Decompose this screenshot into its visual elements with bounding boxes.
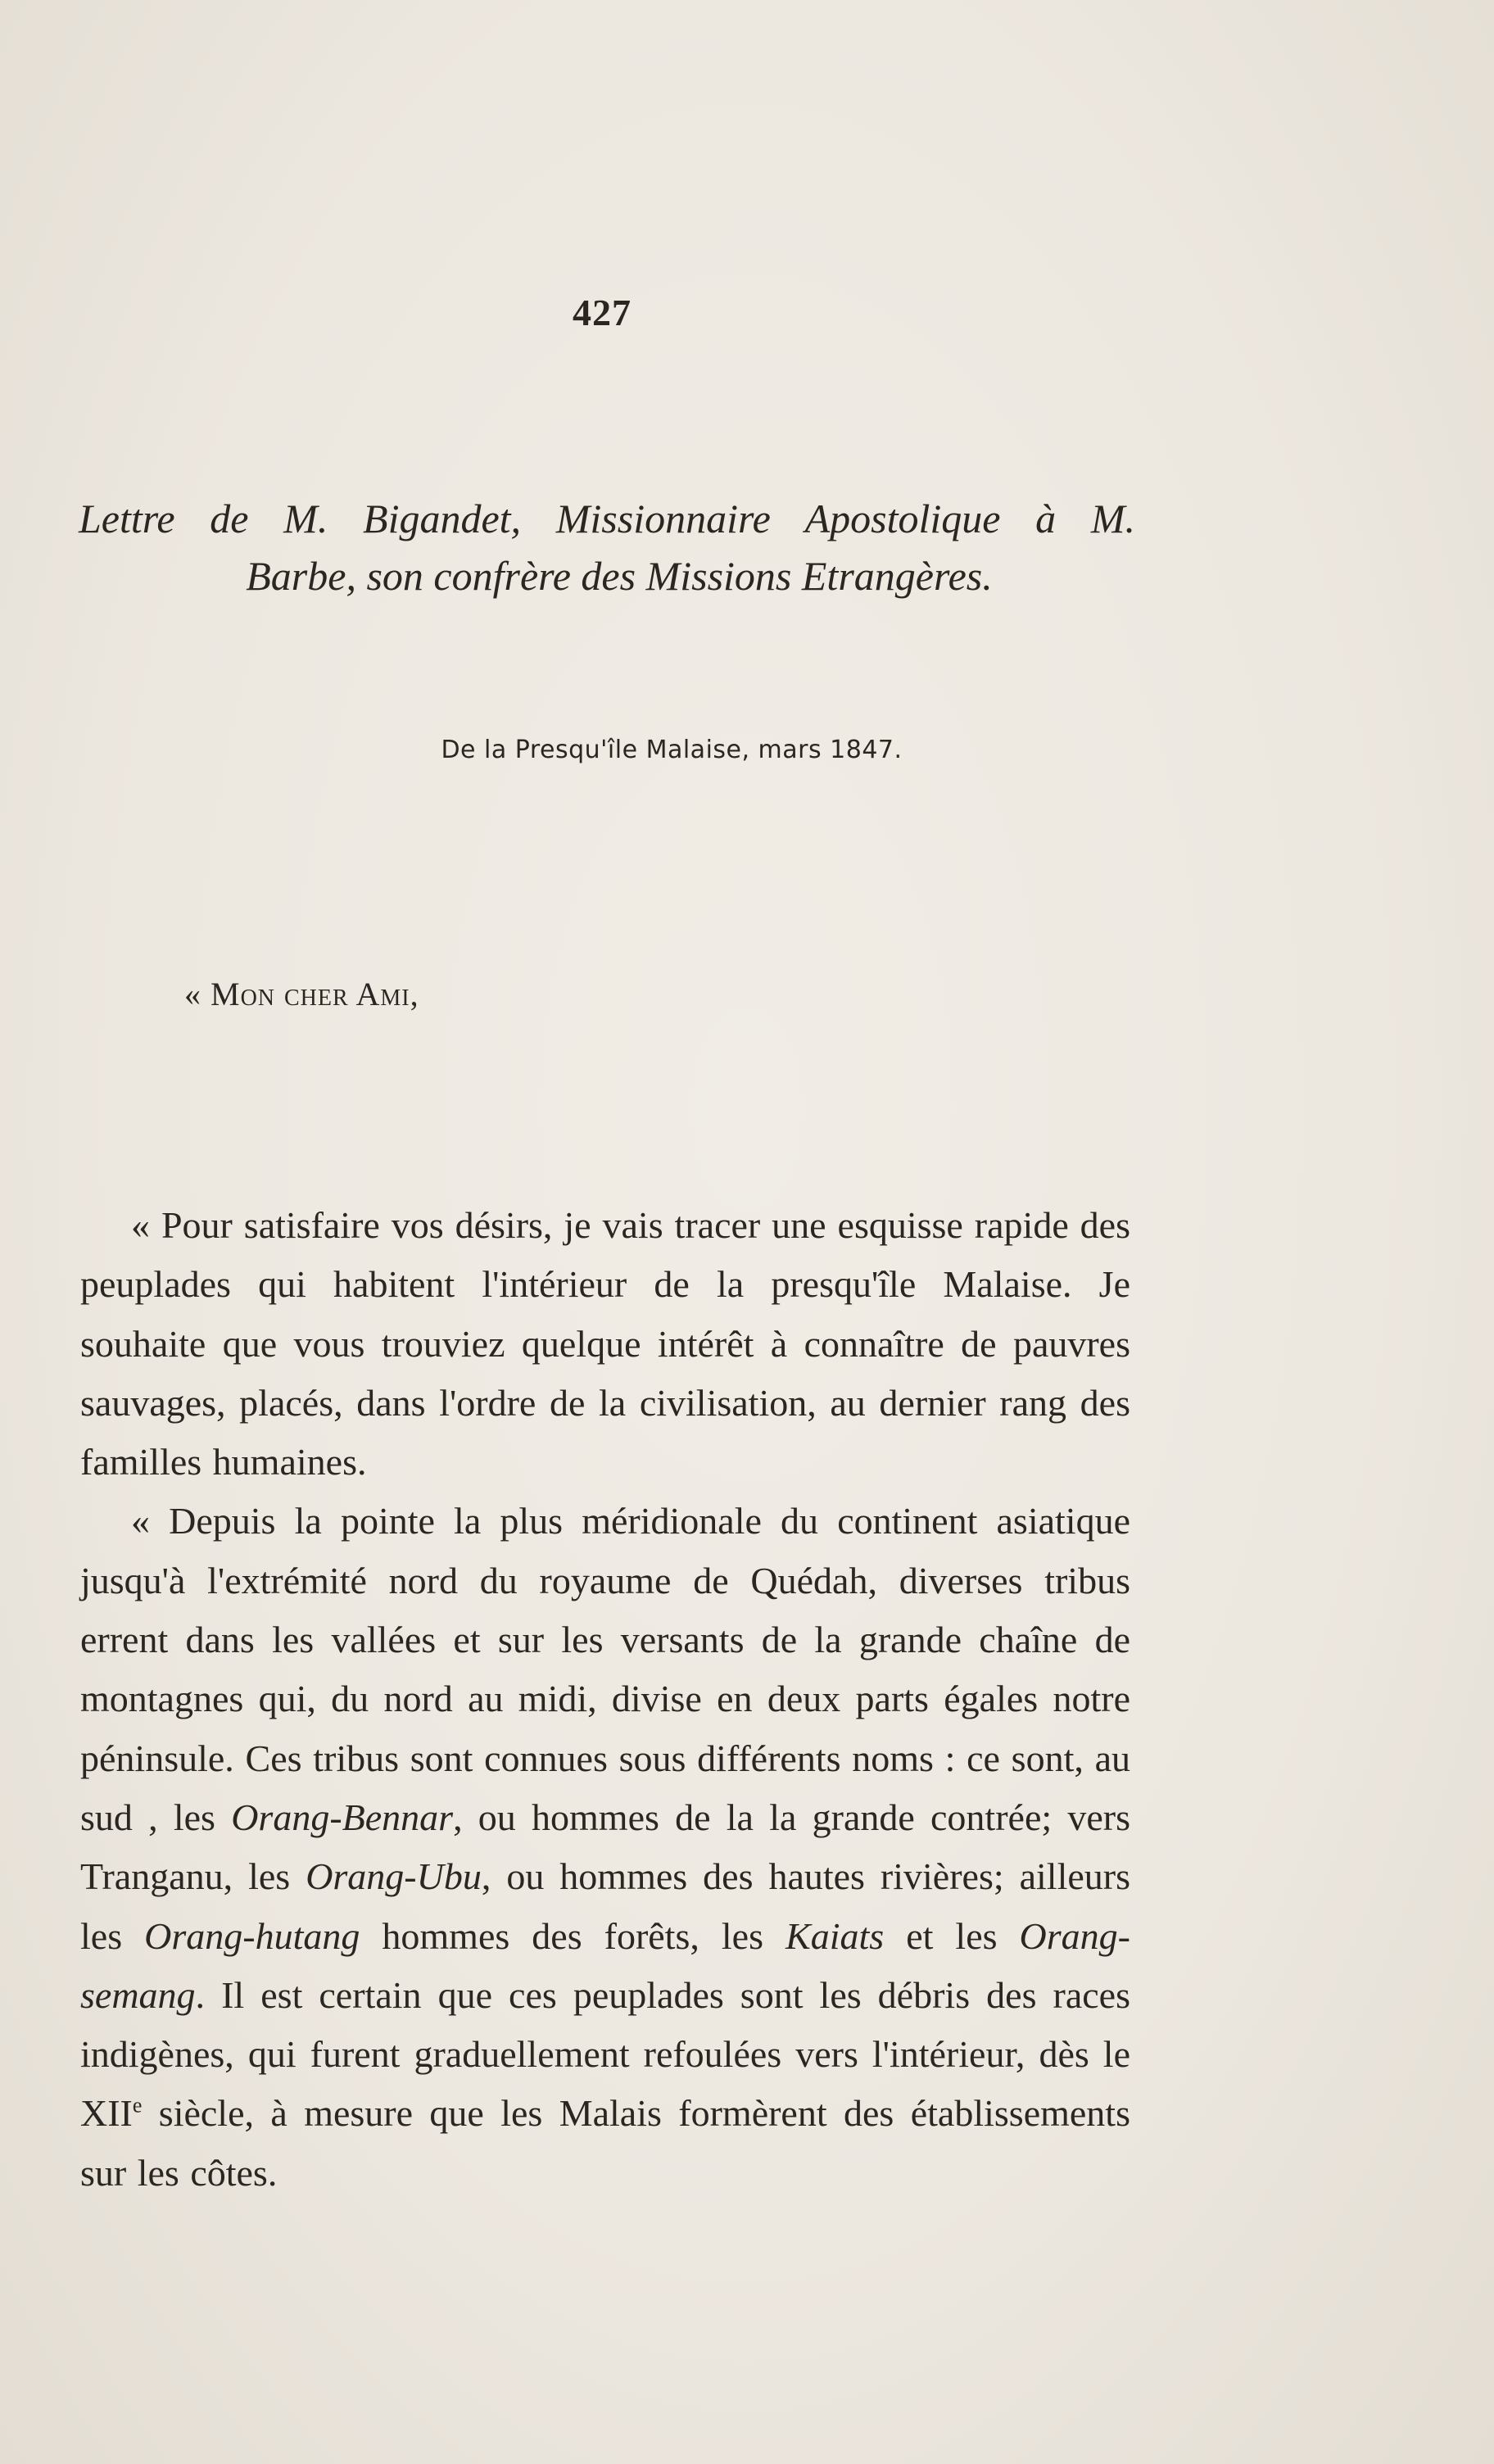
tribe-name-orang-hutang: Orang-hutang xyxy=(144,1914,360,1957)
letter-body xyxy=(80,1196,1130,2203)
paragraph-2 xyxy=(80,1492,1130,2203)
tribe-name-orang-bennar: Orang-Bennar xyxy=(231,1796,454,1838)
tribe-name-orang-semang: Orang-semang xyxy=(80,1914,1130,2016)
paragraph-2-text: , ou hommes des hautes rivières; ailleurs les xyxy=(80,1855,1131,1957)
paragraph-2-text: et les xyxy=(884,1914,1020,1957)
salutation-text: Mon cher Ami, xyxy=(211,976,419,1012)
salutation-quote-mark: « xyxy=(184,976,211,1012)
tribe-name-kaiats: Kaiats xyxy=(785,1914,885,1957)
paragraph-2-text: « Depuis la pointe la plus méridionale du continent asiatique jusqu'à l'extrémité nord du royaume de Quédah, diverses tribus errent dans les vallées et sur les versants de la grande chaîne de montagnes qui, du nord au midi, divise en deux parts égales notre péninsule. Ces tribus sont connues sous différents noms : ce sont, au sud , les xyxy=(80,1500,1130,1838)
tribe-name-orang-ubu: Orang-Ubu xyxy=(306,1855,482,1898)
paragraph-2-text: , ou hommes de la la grande contrée; vers Tranganu, les xyxy=(80,1796,1131,1898)
paragraph-2-text: siècle, à mesure que les Malais formèrent des établissements sur les côtes. xyxy=(80,2092,1130,2194)
letter-title-line-1: Lettre de M. Bigandet, Missionnaire Apostolique à M. xyxy=(79,496,1135,541)
letter-title xyxy=(79,490,1135,605)
letter-title-line-2: Barbe, son confrère des Missions Etrangères. xyxy=(246,553,993,599)
paragraph-1: « Pour satisfaire vos désirs, je vais tracer une esquisse rapide des peuplades qui habitent l'intérieur de la presqu'île Malaise. Je souhaite que vous trouviez quelque intérêt à connaître de pauvres sauvages, placés, dans l'ordre de la civilisation, au dernier rang des familles humaines. xyxy=(80,1204,1130,1483)
century-superscript: e xyxy=(132,2094,143,2118)
paragraph-2-text: hommes des forêts, les xyxy=(360,1914,786,1957)
dateline: De la Presqu'île Malaise, mars 1847. xyxy=(441,736,903,764)
page-number: 427 xyxy=(573,292,632,333)
salutation xyxy=(184,975,419,1013)
paragraph-2-text: . Il est certain que ces peuplades sont les débris des races indigènes, qui furent graduellement refoulées vers l'intérieur, dès le XII xyxy=(80,1973,1130,2135)
